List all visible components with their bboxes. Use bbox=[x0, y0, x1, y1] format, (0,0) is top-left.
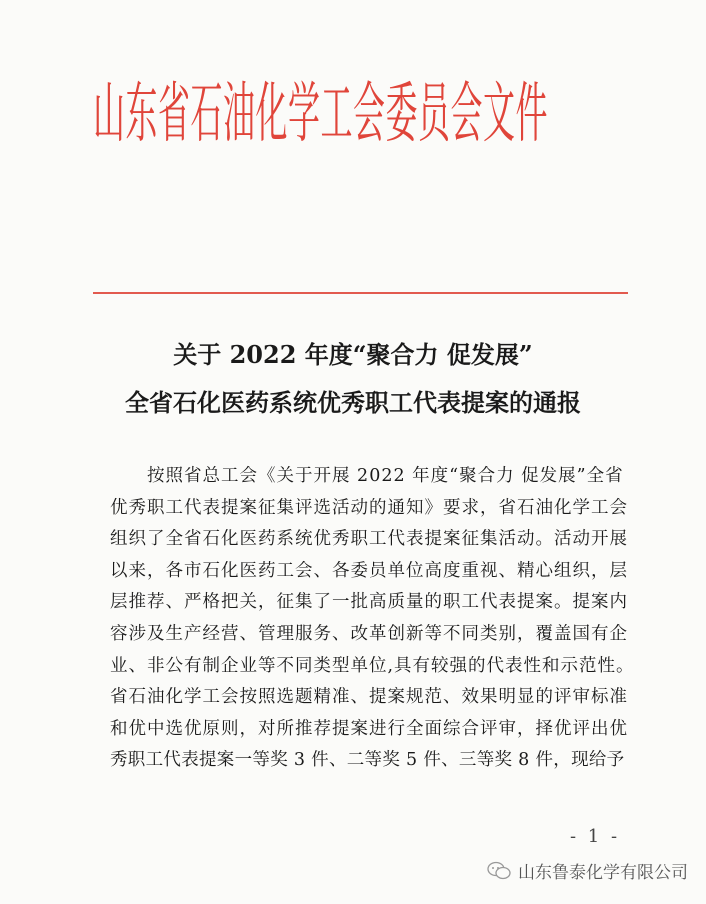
watermark bbox=[486, 858, 688, 883]
watermark-text: 山东鲁泰化学有限公司 bbox=[518, 863, 688, 883]
body-line: 层推荐、严格把关，征集了一批高质量的职工代表提案。提案内 bbox=[110, 592, 628, 613]
body-line: 容涉及生产经营、管理服务、改革创新等不同类别，覆盖国有企 bbox=[110, 623, 628, 644]
page-number: - 1 - bbox=[570, 826, 621, 847]
body-line: 以来，各市石化医药工会、各委员单位高度重视、精心组织，层 bbox=[110, 560, 628, 581]
body-line: 和优中选优原则，对所推荐提案进行全面综合评审，择优评出优 bbox=[110, 718, 628, 739]
wechat-icon bbox=[486, 860, 512, 882]
document-title-line1: 关于 2022 年度“聚合力 促发展” bbox=[173, 340, 533, 369]
document-title-line2: 全省石化医药系统优秀职工代表提案的通报 bbox=[125, 388, 581, 417]
issuer-title: 山东省石油化学工会委员会文件 bbox=[93, 73, 549, 152]
body-line: 按照省总工会《关于开展 2022 年度“聚合力 促发展”全省 bbox=[110, 466, 624, 486]
body-text bbox=[110, 461, 640, 777]
body-line: 优秀职工代表提案征集评选活动的通知》要求，省石油化学工会 bbox=[110, 497, 628, 518]
red-divider bbox=[93, 292, 628, 294]
body-line: 省石油化学工会按照选题精准、提案规范、效果明显的评审标准 bbox=[110, 687, 628, 708]
body-line: 业、非公有制企业等不同类型单位,具有较强的代表性和示范性。 bbox=[110, 655, 635, 676]
body-line: 组织了全省石化医药系统优秀职工代表提案征集活动。活动开展 bbox=[110, 529, 628, 550]
body-line: 秀职工代表提案一等奖 3 件、二等奖 5 件、三等奖 8 件，现给予 bbox=[110, 750, 625, 771]
